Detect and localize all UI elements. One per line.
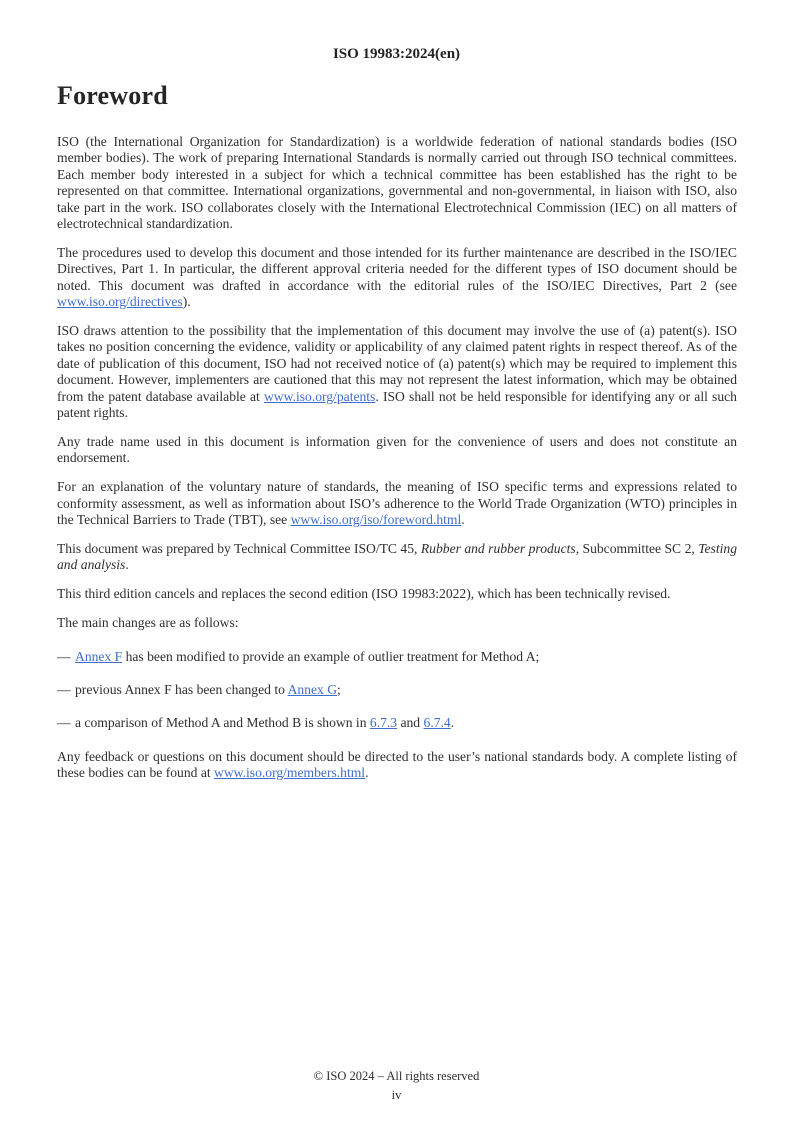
text-run: The main changes are as follows: <box>57 615 239 631</box>
page-title: Foreword <box>57 81 168 110</box>
paragraph <box>57 749 737 782</box>
document-body <box>57 134 737 782</box>
dash-marker: — <box>57 682 71 698</box>
dash-marker: — <box>57 715 71 731</box>
content-area <box>57 82 737 794</box>
text-run: . <box>125 557 129 573</box>
running-header: ISO 19983:2024(en) <box>332 46 461 62</box>
inline-link[interactable]: www.iso.org/directives <box>57 294 183 310</box>
text-run: ISO (the International Organization for Standardization) is a worldwide federation of national standards bodies (ISO member bodies). The work of preparing International Standards is normally carried out through ISO technical committees. Each member body interested in a subject for which a technical committee has been established has the right to be represented on that committee. International organizations, governmental and non-governmental, in liaison with ISO, also take part in the work. ISO collaborates closely with the International Electrotechnical Commission (IEC) on all matters of electrotechnical standardization. <box>57 134 737 232</box>
text-run: ; <box>337 682 341 698</box>
paragraph <box>57 134 737 232</box>
text-run: previous Annex F has been changed to <box>75 682 288 698</box>
text-run: . <box>450 715 455 731</box>
inline-link[interactable]: Annex G <box>287 682 338 698</box>
paragraph <box>57 434 737 467</box>
text-run: The procedures used to develop this document and those intended for its further maintenance are described in the ISO/IEC Directives, Part 1. In particular, the different approval criteria needed for the different types of ISO document should be noted. This document was drafted in accordance with the editorial rules of the ISO/IEC Directives, Part 2 (see <box>57 244 737 293</box>
paragraph <box>57 586 737 602</box>
text-run: Any trade name used in this document is information given for the convenience of users and does not constitute an endorsement. <box>57 434 737 466</box>
inline-link[interactable]: 6.7.3 <box>369 715 398 731</box>
text-run: ). <box>182 294 191 310</box>
paragraph <box>57 245 737 311</box>
inline-link[interactable]: 6.7.4 <box>423 715 451 731</box>
text-run: a comparison of Method A and Method B is shown in <box>75 715 370 731</box>
inline-link[interactable]: Annex F <box>75 648 123 664</box>
text-run: For an explanation of the voluntary nature of standards, the meaning of ISO specific terms and expressions related to conformity assessment, as well as information about ISO’s adherence to the World Trade Organization (WTO) principles in the Technical Barriers to Trade (TBT), see <box>57 479 737 528</box>
inline-link[interactable]: www.iso.org/patents <box>263 388 376 404</box>
text-run: and <box>397 715 424 731</box>
text-run: . <box>461 512 465 528</box>
text-run: has been modified to provide an example of outlier treatment for Method A; <box>122 648 540 664</box>
text-run: This third edition cancels and replaces the second edition (ISO 19983:2022), which has been technically revised. <box>57 586 671 602</box>
page-footer <box>0 1067 793 1105</box>
copyright-notice: © ISO 2024 – All rights reserved <box>313 1069 480 1083</box>
list-item-text <box>75 649 539 664</box>
list-item-text <box>75 682 341 697</box>
list-item <box>57 682 737 698</box>
text-run: Any feedback or questions on this document should be directed to the user’s national standards body. A complete listing of these bodies can be found at <box>57 748 737 781</box>
list-item <box>57 715 737 731</box>
list-item <box>57 649 737 665</box>
inline-link[interactable]: www.iso.org/iso/foreword.html <box>290 512 462 528</box>
text-run: Testing and analysis <box>57 541 737 573</box>
text-run: Rubber and rubber products <box>420 541 576 557</box>
text-run: . ISO shall not be held responsible for identifying any or all such patent rights. <box>57 388 737 421</box>
paragraph <box>57 541 737 574</box>
paragraph <box>57 323 737 421</box>
inline-link[interactable]: www.iso.org/members.html <box>214 765 366 781</box>
list-item-text <box>75 715 454 730</box>
text-run: ISO draws attention to the possibility that the implementation of this document may involve the use of (a) patent(s). ISO takes no position concerning the evidence, validity or applicability of any claimed patent rights in respect thereof. As of the date of publication of this document, ISO had not received notice of (a) patent(s) which may be required to implement this document. However, implementers are cautioned that this may not represent the latest information, which may be obtained from the patent database available at <box>57 323 737 404</box>
text-run: This document was prepared by Technical Committee ISO/TC 45, <box>57 541 421 557</box>
paragraph <box>57 479 737 528</box>
text-run: , Subcommittee SC 2, <box>575 541 699 557</box>
paragraph <box>57 615 737 631</box>
page-number: iv <box>391 1088 402 1102</box>
dash-marker: — <box>57 648 71 664</box>
text-run: . <box>365 765 369 781</box>
